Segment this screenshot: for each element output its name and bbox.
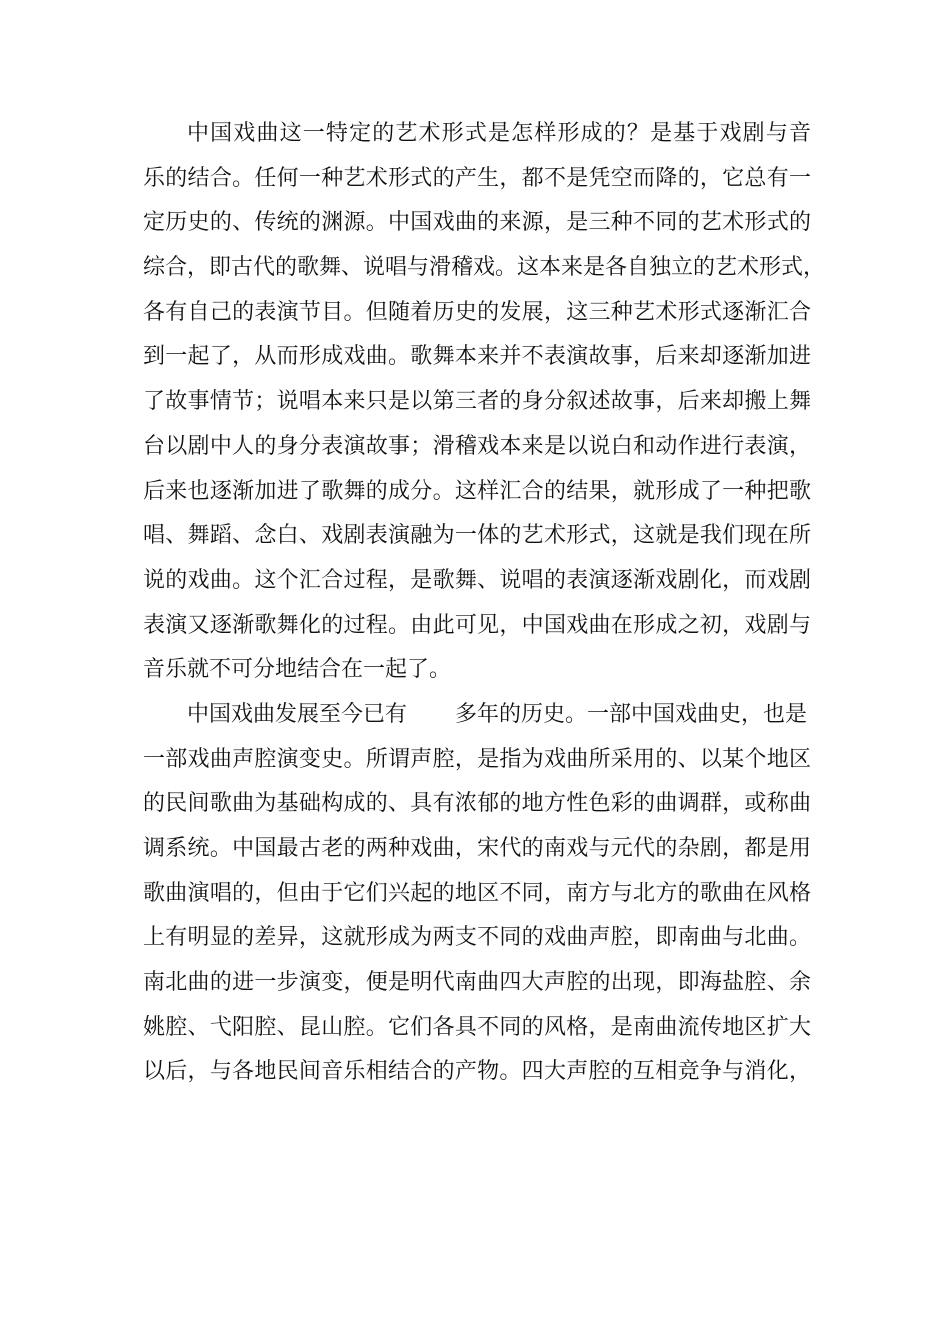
text-line: 的民间歌曲为基础构成的、具有浓郁的地方性色彩的曲调群，或称曲 [143,791,811,817]
text-line: 一部戏曲声腔演变史。所谓声腔，是指为戏曲所采用的、以某个地区 [143,746,811,772]
text-segment: 多年的历史。一部中国戏曲史，也是 [455,701,808,727]
paragraph-2 [143,693,811,1095]
text-segment: 中国戏曲发展至今已有 [187,701,408,727]
text-line: 音乐就不可分地结合在一起了。 [143,657,452,683]
text-line: 调系统。中国最古老的两种戏曲，宋代的南戏与元代的杂剧，都是用 [143,836,811,861]
text-line: 了故事情节；说唱本来只是以第三者的身分叙述故事，后来却搬上舞 [143,389,811,415]
text-line: 歌曲演唱的，但由于它们兴起的地区不同，南方与北方的歌曲在风格 [143,880,811,906]
body-text [143,112,826,1095]
text-line: 后来也逐渐加进了歌舞的成分。这样汇合的结果，就形成了一种把歌 [143,478,811,504]
text-line: 以后，与各地民间音乐相结合的产物。四大声腔的互相竞争与消化， [143,1059,811,1085]
paragraph-1 [143,112,826,693]
text-line: 各有自己的表演节目。但随着历史的发展，这三种艺术形式逐渐汇合 [143,299,811,325]
text-line: 到一起了，从而形成戏曲。歌舞本来并不表演故事，后来却逐渐加进 [143,344,811,370]
text-line: 姚腔、弋阳腔、昆山腔。它们各具不同的风格，是南曲流传地区扩大 [143,1014,811,1040]
text-line: 南北曲的进一步演变，便是明代南曲四大声腔的出现，即海盐腔、余 [143,970,811,996]
text-line: 上有明显的差异，这就形成为两支不同的戏曲声腔，即南曲与北曲。 [143,925,811,951]
text-line: 表演又逐渐歌舞化的过程。由此可见，中国戏曲在形成之初，戏剧与 [143,612,811,638]
text-line-with-gap [143,693,811,738]
text-line: 定历史的、传统的渊源。中国戏曲的来源，是三种不同的艺术形式的 [143,210,811,236]
text-line: 台以剧中人的身分表演故事；滑稽戏本来是以说白和动作进行表演， [143,433,811,459]
text-line: 唱、舞蹈、念白、戏剧表演融为一体的艺术形式，这就是我们现在所 [143,523,811,549]
text-line: 综合，即古代的歌舞、说唱与滑稽戏。这本来是各自独立的艺术形式， [143,255,826,281]
text-line: 说的戏曲。这个汇合过程，是歌舞、说唱的表演逐渐戏剧化，而戏剧 [143,567,811,593]
text-line: 乐的结合。任何一种艺术形式的产生，都不是凭空而降的，它总有一 [143,165,811,191]
text-line: 中国戏曲这一特定的艺术形式是怎样形成的？是基于戏剧与音 [187,121,811,146]
